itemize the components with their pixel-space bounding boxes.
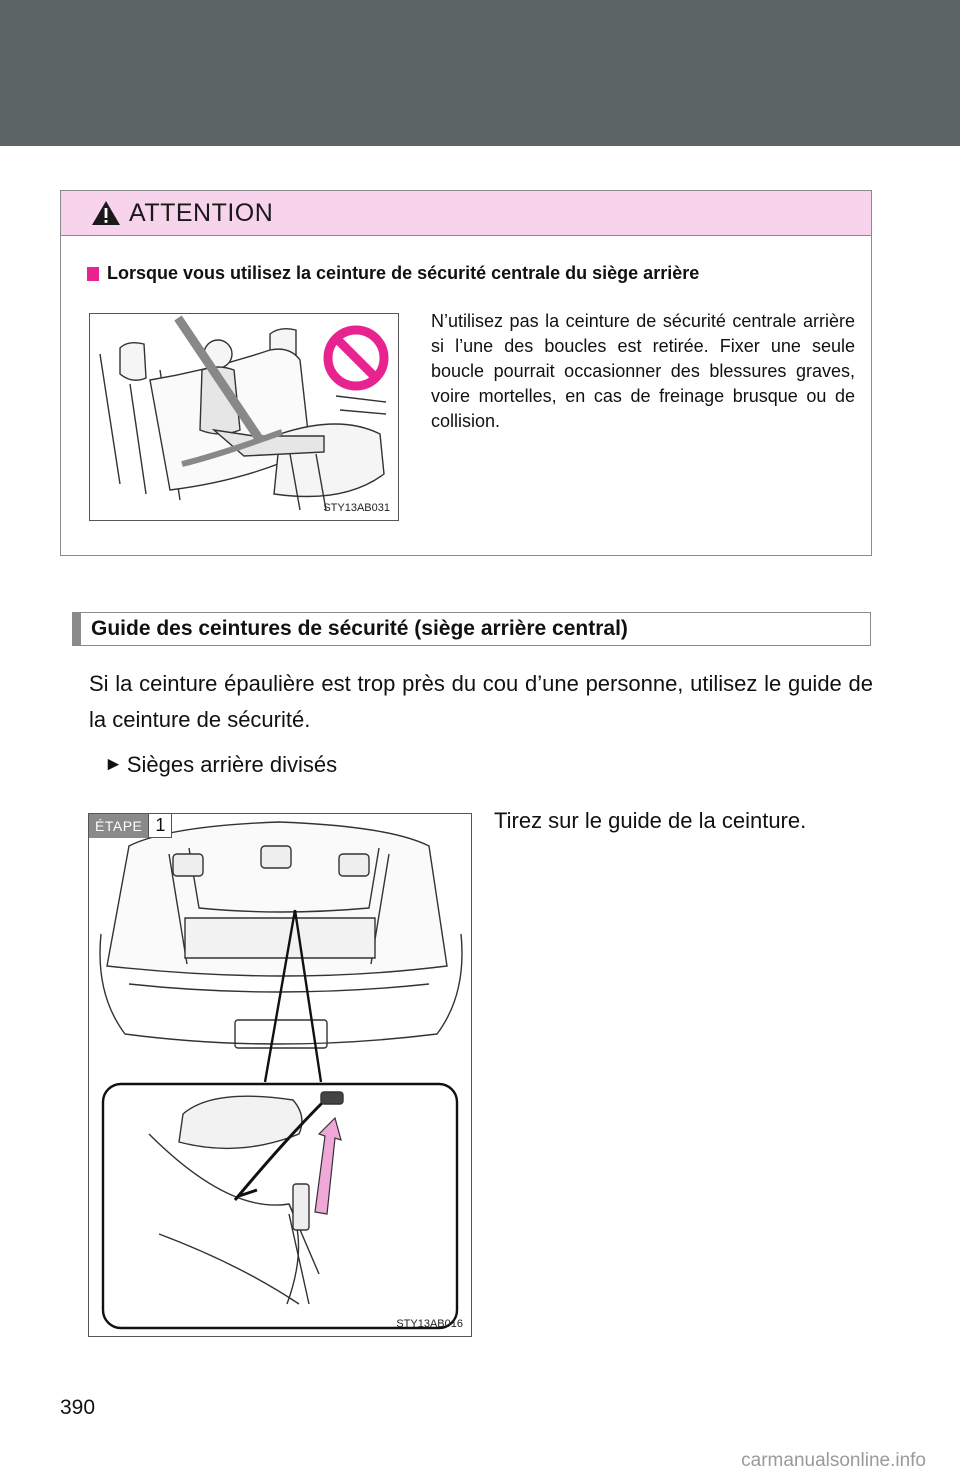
page-number: 390 <box>60 1396 96 1419</box>
watermark: carmanualsonline.info <box>741 1450 926 1471</box>
header-band <box>0 0 960 146</box>
attention-title: ATTENTION <box>129 198 274 227</box>
section-heading <box>72 612 871 646</box>
step-badge <box>89 814 172 838</box>
section-title: Guide des ceintures de sécurité (siège arrière central) <box>91 617 628 640</box>
sub-item-label: Sièges arrière divisés <box>126 752 338 777</box>
step-number: 1 <box>148 814 172 838</box>
attention-header <box>61 191 871 236</box>
sub-item <box>104 752 337 778</box>
belt-guide-diagram <box>89 814 471 1336</box>
figure-code: STY13AB016 <box>396 1318 463 1330</box>
square-bullet-icon <box>87 267 99 281</box>
figure-code: STY13AB031 <box>323 502 390 514</box>
triangle-bullet-icon: ► <box>104 754 123 775</box>
step-label: ÉTAPE <box>89 814 148 838</box>
section-paragraph: Si la ceinture épaulière est trop près du cou d’une personne, utilisez le guide de la ceinture de sécurité. <box>89 671 873 732</box>
attention-body: N’utilisez pas la ceinture de sécurité centrale arrière si l’une des boucles est retirée. Fixer une seule boucle pourrait occasionner des blessures graves, voire mortelles, en cas de freinage brusque ou de collision. <box>431 311 855 431</box>
step-instruction: Tirez sur le guide de la ceinture. <box>494 808 807 833</box>
seatbelt-diagram <box>90 314 398 520</box>
attention-subtitle-text: Lorsque vous utilisez la ceinture de sécurité centrale du siège arrière <box>107 263 700 283</box>
heading-bar <box>73 613 81 645</box>
attention-box <box>60 190 872 556</box>
trunk-illustration <box>88 813 472 1337</box>
warning-icon <box>91 200 121 226</box>
seat-illustration <box>89 313 399 521</box>
attention-subtitle <box>87 263 699 284</box>
